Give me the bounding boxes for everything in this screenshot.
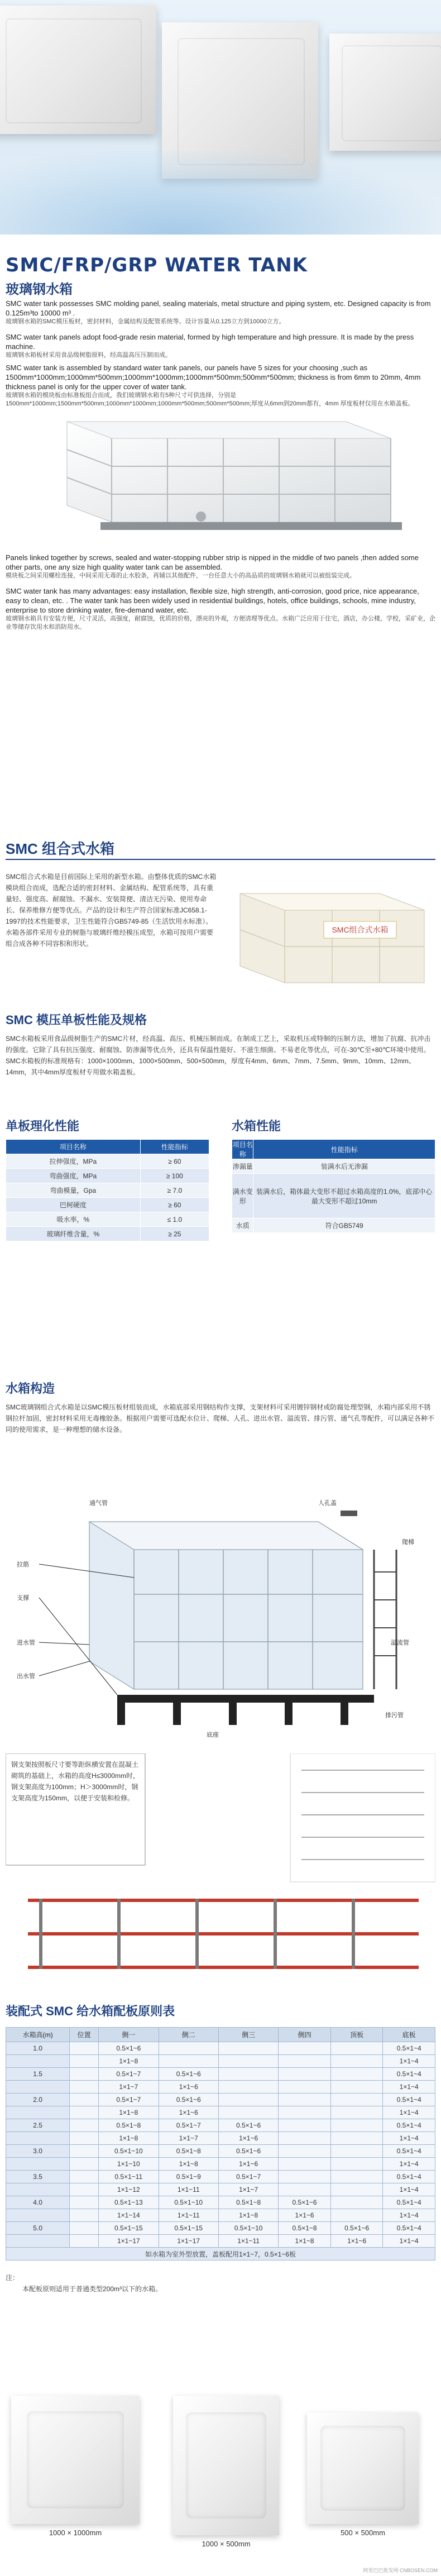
table-cell — [70, 2068, 99, 2081]
table-cell: 玻璃纤维含量，% — [6, 1227, 141, 1241]
spec-footer: 如水箱为室外型放置，盖板配用1×1~7，0.5×1~6板 — [6, 2248, 435, 2260]
table-cell: 1×1~8 — [99, 2106, 159, 2119]
table-cell — [279, 2119, 331, 2132]
table-cell: 装满水后无渗漏 — [253, 1159, 435, 1174]
table-row — [6, 2196, 435, 2209]
table-cell: 0.5×1~9 — [159, 2171, 218, 2183]
table-cell: 0.5×1~8 — [218, 2196, 278, 2209]
table-cell: 0.5×1~6 — [159, 2068, 218, 2081]
table-cell — [330, 2209, 383, 2222]
panel-size-row — [6, 2396, 435, 2574]
table-cell: 1×1~8 — [99, 2055, 159, 2068]
paragraph-2-cn: 玻璃钢水箱板材采用食品级树脂原料，经高温高压压制而成。 — [6, 352, 171, 359]
table-cell: 弯曲模量，Gpa — [6, 1183, 141, 1198]
label-inlet: 进水管 — [17, 1640, 35, 1646]
table-cell: 0.5×1~8 — [279, 2222, 331, 2235]
perf-tank-header-value: 性能指标 — [253, 1140, 435, 1159]
table-cell — [70, 2106, 99, 2119]
table-cell — [279, 2171, 331, 2183]
table-row — [6, 2222, 435, 2235]
table-cell — [70, 2222, 99, 2235]
table-row — [232, 1174, 435, 1218]
table-cell — [159, 2042, 218, 2055]
table-cell — [70, 2209, 99, 2222]
smc-tank-illustration — [229, 871, 435, 994]
table-cell: 3.5 — [6, 2171, 70, 2183]
perf-tank-title: 水箱性能 — [232, 1119, 281, 1133]
table-cell: 2.5 — [6, 2119, 70, 2132]
table-cell — [6, 2055, 70, 2068]
spec-note-text: 本配板原则适用于普通类型200m³以下的水箱。 — [22, 2285, 162, 2293]
hero-panel-right — [329, 34, 441, 151]
perf-single-title: 单板理化性能 — [6, 1119, 80, 1133]
perf-tank-table — [232, 1139, 435, 1233]
spec-header: 底板 — [383, 2028, 435, 2042]
page-title: SMC/FRP/GRP WATER TANK — [6, 254, 308, 276]
panel-image — [307, 2412, 419, 2524]
table-cell — [70, 2171, 99, 2183]
table-cell: 4.0 — [6, 2196, 70, 2209]
table-cell: 3.0 — [6, 2145, 70, 2158]
spec-header: 水箱高(m) — [6, 2028, 70, 2042]
table-cell — [330, 2055, 383, 2068]
paragraph-5 — [6, 586, 435, 632]
table-cell: 1×1~4 — [383, 2209, 435, 2222]
panel-card-1000x1000 — [11, 2396, 140, 2537]
table-cell: 1×1~6 — [279, 2209, 331, 2222]
paragraph-3 — [6, 363, 435, 408]
table-row — [6, 2094, 435, 2106]
table-cell: 1×1~4 — [383, 2081, 435, 2094]
table-cell — [6, 2106, 70, 2119]
table-cell: 1.0 — [6, 2042, 70, 2055]
table-row — [6, 2119, 435, 2132]
panel-image — [173, 2396, 279, 2535]
table-row — [6, 1154, 209, 1169]
table-cell: 0.5×1~6 — [279, 2196, 331, 2209]
table-cell — [279, 2158, 331, 2171]
table-cell — [70, 2132, 99, 2145]
table-cell — [330, 2094, 383, 2106]
section-title-process: SMC 模压单板性能及规格 — [6, 1013, 147, 1027]
table-row — [6, 2145, 435, 2158]
spec-header: 侧一 — [99, 2028, 159, 2042]
table-cell — [218, 2042, 278, 2055]
table-row — [6, 1227, 209, 1241]
perf-single-header-value: 性能指标 — [140, 1140, 209, 1154]
table-row — [6, 2132, 435, 2145]
table-cell — [330, 2132, 383, 2145]
spec-note-label: 注： — [6, 2274, 20, 2282]
table-cell — [279, 2132, 331, 2145]
table-cell: ≥ 100 — [140, 1169, 209, 1183]
spec-table-title: 装配式 SMC 给水箱配板原则表 — [6, 2004, 175, 2018]
table-cell: 1×1~10 — [99, 2158, 159, 2171]
table-cell — [279, 2055, 331, 2068]
table-cell: 1×1~7 — [99, 2081, 159, 2094]
section-title-smc — [6, 838, 114, 858]
table-cell: 0.5×1~6 — [218, 2119, 278, 2132]
table-cell — [218, 2068, 278, 2081]
table-cell: 0.5×1~4 — [383, 2042, 435, 2055]
table-cell — [330, 2081, 383, 2094]
label-base: 底座 — [207, 1732, 219, 1738]
table-cell: ≥ 60 — [140, 1154, 209, 1169]
table-cell: 1×1~11 — [159, 2183, 218, 2196]
table-cell: 1×1~12 — [99, 2183, 159, 2196]
paragraph-5-en: SMC water tank has many advantages: easy installation, flexible size, high strength, anti-corrosion, good price, nice appearance, easy to clean, etc. . The water tank has been widely used in residential buildings, hotels, office buildings, schools, mine industry, enterprise to store drinking water, fire-demand water, etc. — [6, 587, 419, 614]
spec-header: 侧四 — [279, 2028, 331, 2042]
table-cell: 0.5×1~4 — [383, 2068, 435, 2081]
detail-text: 钢支架按照板尺寸要等距纵横安置在混凝土砌筑的基础上，水箱的高度H≤3000mm时，钢支架高度为100mm；H＞3000mm时，钢支架高度为150mm，以便于安装和检修。 — [11, 1761, 140, 1802]
table-cell: 2.0 — [6, 2094, 70, 2106]
table-cell — [6, 2132, 70, 2145]
process-text: SMC水箱板采用食品级树脂生产的SMC片材，经高温、高压、机械压制而成。在制成工艺上，采取机压或特制的压制方法，增加了抗腐、抗冲击的强度。它除了具有抗压强度、耐腐蚀、防渗漏等优点外，还具有保温性能好、不滋生细菌、不易老化等优点，可在-30℃至+80℃环境中使用。SMC水箱板的标准规格有：1000×1000mm、1000×500mm、500×500mm，厚度有4mm、6mm、7mm、7.5mm、9mm、10mm、12mm、14mm，其中4mm厚度板材专用做水箱盖板。 — [6, 1035, 431, 1076]
spec-header: 位置 — [70, 2028, 99, 2042]
panel-caption: 1000 × 1000mm — [49, 2529, 102, 2537]
table-cell: 1×1~17 — [99, 2235, 159, 2248]
panel-caption: 1000 × 500mm — [202, 2540, 251, 2548]
table-cell: 0.5×1~4 — [383, 2171, 435, 2183]
table-cell: 1×1~7 — [159, 2132, 218, 2145]
table-cell: 1×1~14 — [99, 2209, 159, 2222]
table-cell: 0.5×1~7 — [159, 2119, 218, 2132]
table-cell — [279, 2068, 331, 2081]
paragraph-2-en: SMC water tank panels adopt food-grade resin material, formed by high temperature and high pressure. It is made by the press machine. — [6, 333, 414, 351]
table-row — [6, 2081, 435, 2094]
spec-header: 侧二 — [159, 2028, 218, 2042]
water-splash — [0, 151, 441, 235]
paragraph-4-cn: 模块板之间采用螺栓连接，中间采用无毒的止水胶条，再辅以其他配件，一台任意大小的高品质的玻璃钢水箱就可以被组装完成。 — [6, 572, 356, 579]
label-ladder: 爬梯 — [402, 1539, 414, 1546]
table-cell — [330, 2158, 383, 2171]
table-cell: 0.5×1~8 — [159, 2145, 218, 2158]
table-cell — [218, 2106, 278, 2119]
table-cell — [6, 2081, 70, 2094]
table-cell: 1×1~17 — [159, 2235, 218, 2248]
table-cell: 满水变形 — [232, 1174, 253, 1218]
table-row — [6, 2106, 435, 2119]
table-cell — [279, 2042, 331, 2055]
table-cell: 1×1~4 — [383, 2183, 435, 2196]
table-cell — [330, 2068, 383, 2081]
label-support: 支撑 — [17, 1595, 29, 1602]
table-cell — [159, 2055, 218, 2068]
table-cell: 1×1~6 — [218, 2158, 278, 2171]
table-row — [232, 1159, 435, 1174]
table-row — [6, 1183, 209, 1198]
detail-block — [6, 1753, 435, 1977]
table-cell: 1×1~6 — [218, 2132, 278, 2145]
section-title-smc-text: SMC 组合式水箱 — [6, 840, 115, 857]
table-cell — [70, 2042, 99, 2055]
table-cell — [279, 2094, 331, 2106]
table-cell: 0.5×1~15 — [99, 2222, 159, 2235]
paragraph-2 — [6, 332, 435, 360]
table-cell: 1×1~7 — [218, 2183, 278, 2196]
table-row — [6, 1198, 209, 1212]
table-row — [6, 2055, 435, 2068]
table-cell: 0.5×1~4 — [383, 2119, 435, 2132]
table-cell: ≤ 1.0 — [140, 1212, 209, 1227]
table-cell: 1×1~8 — [279, 2235, 331, 2248]
table-cell: 0.5×1~6 — [330, 2222, 383, 2235]
smc-intro-text: SMC组合式水箱是目前国际上采用的新型水箱。由整体优质的SMC水箱模块组合而成，选配合适的密封材料、金属结构、配管系统等，具有重量轻、强度高、耐腐蚀、不漏水、安装简便、清洁无污染、使用寿命长、保养维修方便等优点。产品的设计和生产符合国家标准JC658.1-1997的技术性能要求，卫生性能符合GB5749-85（生活饮用水标准）。水箱各部件采用专业的树脂与玻璃纤维经模压成型，水箱可按用户需要组合成各种不同容积和形状。 — [6, 873, 217, 948]
table-cell: 1×1~6 — [159, 2081, 218, 2094]
table-cell: 1×1~4 — [383, 2158, 435, 2171]
table-cell: 0.5×1~7 — [218, 2171, 278, 2183]
table-cell — [6, 2209, 70, 2222]
table-row — [6, 2042, 435, 2055]
table-cell: 0.5×1~6 — [218, 2145, 278, 2158]
perf-single-header-name: 项目名称 — [6, 1140, 141, 1154]
smc-tank-label: SMC组合式水箱 — [332, 925, 389, 934]
table-cell: 0.5×1~7 — [99, 2068, 159, 2081]
paragraph-1-cn: 玻璃钢水箱的SMC模压板材，密封材料，金属结构及配管系统等。设计容量从0.125立方到10000立方。 — [6, 318, 285, 325]
table-cell — [218, 2081, 278, 2094]
table-cell: ≥ 7.0 — [140, 1183, 209, 1198]
section-title-structure: 水箱构造 — [6, 1382, 55, 1395]
table-row — [6, 2209, 435, 2222]
table-cell: 巴柯硬度 — [6, 1198, 141, 1212]
label-manhole: 人孔盖 — [318, 1500, 337, 1507]
table-row — [6, 1212, 209, 1227]
table-cell — [330, 2145, 383, 2158]
table-cell — [330, 2196, 383, 2209]
structure-text: SMC玻璃钢组合式水箱是以SMC模压板材组装而成，水箱底部采用钢结构作支撑，支架材料可采用镀锌钢材或防腐处理型钢，水箱内部采用不锈钢拉杆加固，密封材料采用无毒橡胶条。根据用户需要可选配水位计、爬梯、人孔、进出水管、溢流管、排污管、通气孔等配件，可以满足各种不同的使用需求，是一种理想的储水设备。 — [6, 1403, 435, 1433]
panel-card-1000x500 — [173, 2396, 279, 2548]
paragraph-1-en: SMC water tank possesses SMC molding panel, sealing materials, metal structure and piping system, etc. Designed capacity is from 0.125m³to 10000 m³ . — [6, 299, 431, 317]
table-cell: 5.0 — [6, 2222, 70, 2235]
panel-caption: 500 × 500mm — [341, 2529, 385, 2537]
paragraph-3-en: SMC water tank is assembled by standard water tank panels, our panels have 5 sizes for your choosing ,such as 1500mm*1000mm;1000mm*500mm;1000mm*1000mm;1000mm*500mm;500mm*500mm; thickness is from 6mm to 20mm, 4mm thickness panel is only for the upper cover of water tank. — [6, 364, 421, 391]
table-cell — [70, 2081, 99, 2094]
table-cell: 0.5×1~4 — [383, 2145, 435, 2158]
table-cell — [330, 2106, 383, 2119]
spec-footer-row — [6, 2248, 435, 2260]
table-row — [6, 2068, 435, 2081]
table-cell: 1×1~4 — [383, 2235, 435, 2248]
table-cell: 1×1~4 — [383, 2132, 435, 2145]
table-row — [6, 2183, 435, 2196]
spec-header: 侧三 — [218, 2028, 278, 2042]
watermark: 阿里巴巴批发网 CNBOSEN.COM — [363, 2568, 438, 2573]
table-cell: 吸水率，% — [6, 1212, 141, 1227]
table-cell — [70, 2094, 99, 2106]
table-cell: 0.5×1~4 — [383, 2196, 435, 2209]
table-cell — [218, 2094, 278, 2106]
table-cell — [70, 2055, 99, 2068]
table-cell: 0.5×1~15 — [159, 2222, 218, 2235]
paragraph-1 — [6, 299, 435, 326]
table-row — [232, 1218, 435, 1233]
page-subtitle: 玻璃钢水箱 — [6, 282, 73, 297]
table-cell: 0.5×1~11 — [99, 2171, 159, 2183]
table-cell — [330, 2171, 383, 2183]
smc-intro — [6, 871, 435, 1000]
table-cell — [218, 2055, 278, 2068]
table-row — [6, 2171, 435, 2183]
table-cell — [70, 2183, 99, 2196]
table-cell — [70, 2119, 99, 2132]
label-outlet: 出水管 — [17, 1673, 35, 1680]
section-divider — [6, 859, 435, 860]
table-cell — [70, 2196, 99, 2209]
label-overflow: 溢流管 — [391, 1640, 409, 1646]
table-cell — [279, 2106, 331, 2119]
paragraph-5-cn: 玻璃钢水箱具有安装方便，尺寸灵活，高强度，耐腐蚀，优质的价格，漂亮的外观，方便清理等优点。水箱广泛应用于住宅，酒店，办公楼，学校，采矿业，企业等储存饮用水和消防用水。 — [6, 615, 435, 630]
table-cell: ≥ 60 — [140, 1198, 209, 1212]
spec-header-row — [6, 2028, 435, 2042]
paragraph-4 — [6, 553, 435, 580]
table-cell: 1×1~8 — [218, 2209, 278, 2222]
table-cell — [279, 2183, 331, 2196]
table-cell: 1×1~8 — [99, 2132, 159, 2145]
spec-table-body — [6, 2042, 435, 2248]
paragraph-4-en: Panels linked together by screws, sealed and water-stopping rubber strip is nipped in the middle of two panels ,then added some other parts, one any size high quality water tank can be assembled. — [6, 553, 419, 571]
label-tie-rod: 拉筋 — [17, 1561, 29, 1568]
table-cell — [70, 2158, 99, 2171]
table-cell — [6, 2158, 70, 2171]
table-cell: 1×1~4 — [383, 2055, 435, 2068]
table-row — [6, 2158, 435, 2171]
table-row — [6, 1169, 209, 1183]
table-cell: 0.5×1~7 — [99, 2094, 159, 2106]
table-cell: 0.5×1~6 — [159, 2094, 218, 2106]
spec-header: 顶板 — [330, 2028, 383, 2042]
water-tank-photo — [33, 410, 413, 539]
table-cell: 1×1~8 — [159, 2158, 218, 2171]
table-cell: 0.5×1~8 — [99, 2119, 159, 2132]
table-cell: 0.5×1~6 — [99, 2042, 159, 2055]
table-cell: 装满水后，箱体最大变形不超过水箱高度的1.0%，底部中心最大变形不超过10mm — [253, 1174, 435, 1218]
table-cell: 0.5×1~4 — [383, 2222, 435, 2235]
table-row — [6, 2235, 435, 2248]
label-vent: 通气管 — [89, 1500, 108, 1507]
table-cell — [6, 2183, 70, 2196]
table-cell: 渗漏量 — [232, 1159, 253, 1174]
table-cell: 1×1~11 — [159, 2209, 218, 2222]
table-cell — [330, 2119, 383, 2132]
hero-panel-left — [0, 6, 156, 134]
table-cell: ≥ 25 — [140, 1227, 209, 1241]
table-cell — [70, 2145, 99, 2158]
table-cell — [279, 2081, 331, 2094]
table-cell: 1×1~6 — [330, 2235, 383, 2248]
label-drain: 排污管 — [385, 1712, 404, 1719]
table-cell: 0.5×1~10 — [99, 2145, 159, 2158]
table-cell — [330, 2042, 383, 2055]
table-cell — [6, 2235, 70, 2248]
structure-diagram — [6, 1477, 435, 1739]
perf-tank-header-name: 项目名称 — [232, 1140, 253, 1159]
panel-image — [11, 2396, 140, 2524]
table-cell: 0.5×1~10 — [218, 2222, 278, 2235]
table-cell: 水质 — [232, 1218, 253, 1233]
table-cell: 1.5 — [6, 2068, 70, 2081]
table-cell: 1×1~11 — [218, 2235, 278, 2248]
table-cell — [70, 2235, 99, 2248]
table-cell: 0.5×1~13 — [99, 2196, 159, 2209]
table-cell: 1×1~4 — [383, 2106, 435, 2119]
hero-banner — [0, 0, 441, 235]
perf-single-table — [6, 1139, 209, 1241]
table-cell: 拉伸强度，MPa — [6, 1154, 141, 1169]
table-cell — [279, 2145, 331, 2158]
table-cell — [330, 2183, 383, 2196]
table-cell: 0.5×1~10 — [159, 2196, 218, 2209]
spec-table — [6, 2027, 435, 2260]
panel-card-500x500 — [307, 2396, 419, 2537]
table-cell: 符合GB5749 — [253, 1218, 435, 1233]
table-cell: 弯曲强度，MPa — [6, 1169, 141, 1183]
table-cell: 0.5×1~4 — [383, 2094, 435, 2106]
table-cell: 1×1~6 — [159, 2106, 218, 2119]
paragraph-3-cn: 玻璃钢水箱的模块板由标准板组合而成，我们玻璃钢水箱有5种尺寸可供选择，分别是1500mm*1000mm;1500mm*500mm;1000mm*1000mm;1000mm*500mm;500mm*500mm;厚度从6mm到20mm都有，4mm 厚度板材仅用在水箱盖板。 — [6, 392, 414, 407]
